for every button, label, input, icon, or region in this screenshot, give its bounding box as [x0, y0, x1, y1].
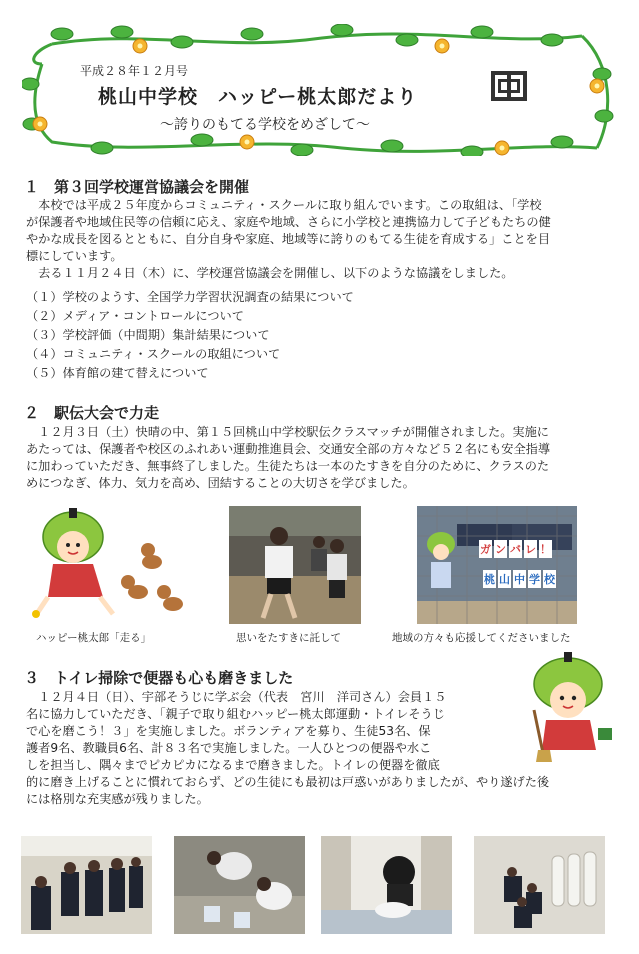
caption-relay: 思いをたすきに託して: [236, 632, 341, 644]
section2-paragraph: １２月３日（土）快晴の中、第１５回桃山中学校駅伝クラスマッチが開催されました。実施に あたっては、保護者や校区のふれあい運動推進員会、交通安全部の方々など５２名にも安全指導 に加わっていただき、無事終了しました。生徒たちは一本のたすきを自分のために、クラスのた めにつなぎ、体力、気力を高め、団結することの大切さを学びました。: [26, 425, 551, 490]
banner-char: 校: [544, 573, 555, 586]
list-item: （５）体育館の建て替えについて: [26, 366, 209, 380]
cleaning-photo-4: [474, 836, 605, 934]
agenda-list: [26, 288, 354, 383]
banner-char: 学: [529, 573, 540, 586]
section3-heading: ３ トイレ掃除で便器も心も磨きました: [24, 669, 294, 687]
cleaning-photo-3: [321, 836, 452, 934]
cleaning-photo-1: [21, 836, 152, 934]
school-crest-icon: [490, 70, 528, 102]
list-item: （２）メディア・コントロールについて: [26, 309, 244, 323]
caption-community: 地域の方々も応援してくださいました: [392, 632, 571, 644]
list-item: （１）学校のようす、全国学力学習状況調査の結果について: [26, 290, 354, 304]
section1-heading: １ 第３回学校運営協議会を開催: [24, 178, 250, 196]
banner-char: 中: [514, 573, 525, 586]
cleaning-photo-2: [174, 836, 305, 934]
newsletter-title: 桃山中学校 ハッピー桃太郎だより: [98, 86, 418, 108]
list-item: （３）学校評価（中間期）集計結果について: [26, 328, 270, 342]
section2-heading: ２ 駅伝大会で力走: [24, 404, 160, 422]
banner-char: ガ: [480, 543, 491, 556]
issue-date: 平成２８年１２月号: [80, 64, 189, 78]
mascot-running-illustration: [28, 502, 188, 624]
relay-runner-photo: [229, 506, 361, 624]
banner-char: レ: [525, 543, 536, 556]
cheering-banner-photo: [417, 506, 577, 624]
list-item: （４）コミュニティ・スクールの取組について: [26, 347, 281, 361]
section1-paragraph: 本校では平成２５年度からコミュニティ・スクールに取り組んでいます。この取組は、「学校 が保護者や地域住民等の信頼に応え、家庭や地域、さらに小学校と連携協力して子どもたちの健 やかな成長を図るとともに、自分自身や家庭、地域等に誇りのもてる生徒を育成する」ことを目 標にしています。 去る１１月２４日（木）に、学校運営協議会を開催し、以下のような協議をしました。: [26, 198, 551, 280]
caption-mascot: ハッピー桃太郎「走る」: [36, 632, 152, 644]
banner-char: バ: [510, 543, 521, 556]
banner-char: 桃: [484, 573, 495, 586]
mascot-broom-illustration: [520, 650, 616, 762]
banner-char: ン: [495, 543, 506, 556]
banner-char: 山: [499, 573, 510, 586]
newsletter-subtitle: ～誇りのもてる学校をめざして～: [160, 117, 370, 133]
banner-char: ！: [540, 543, 551, 556]
section3-paragraph: １２月４日（日）、宇部そうじに学ぶ会（代表 宮川 洋司さん）会員１５ 名に協力していただき、「親子で取り組むハッピー桃太郎運動・トイレそうじ で心を磨こう！３」を実施しました。ボランティアを募り、生徒53名、保 護者9名、教職員6名、計８３名で実施しました。一人ひとつの便器や水こ しを担当し、隅々までピカピカになるまで磨きました。トイレの便器を徹底 的に磨き上げることに慣れておらず、どの生徒にも最初は戸惑いがありましたが、やり遂げた後 には格別な充実感が残りました。: [26, 690, 550, 806]
